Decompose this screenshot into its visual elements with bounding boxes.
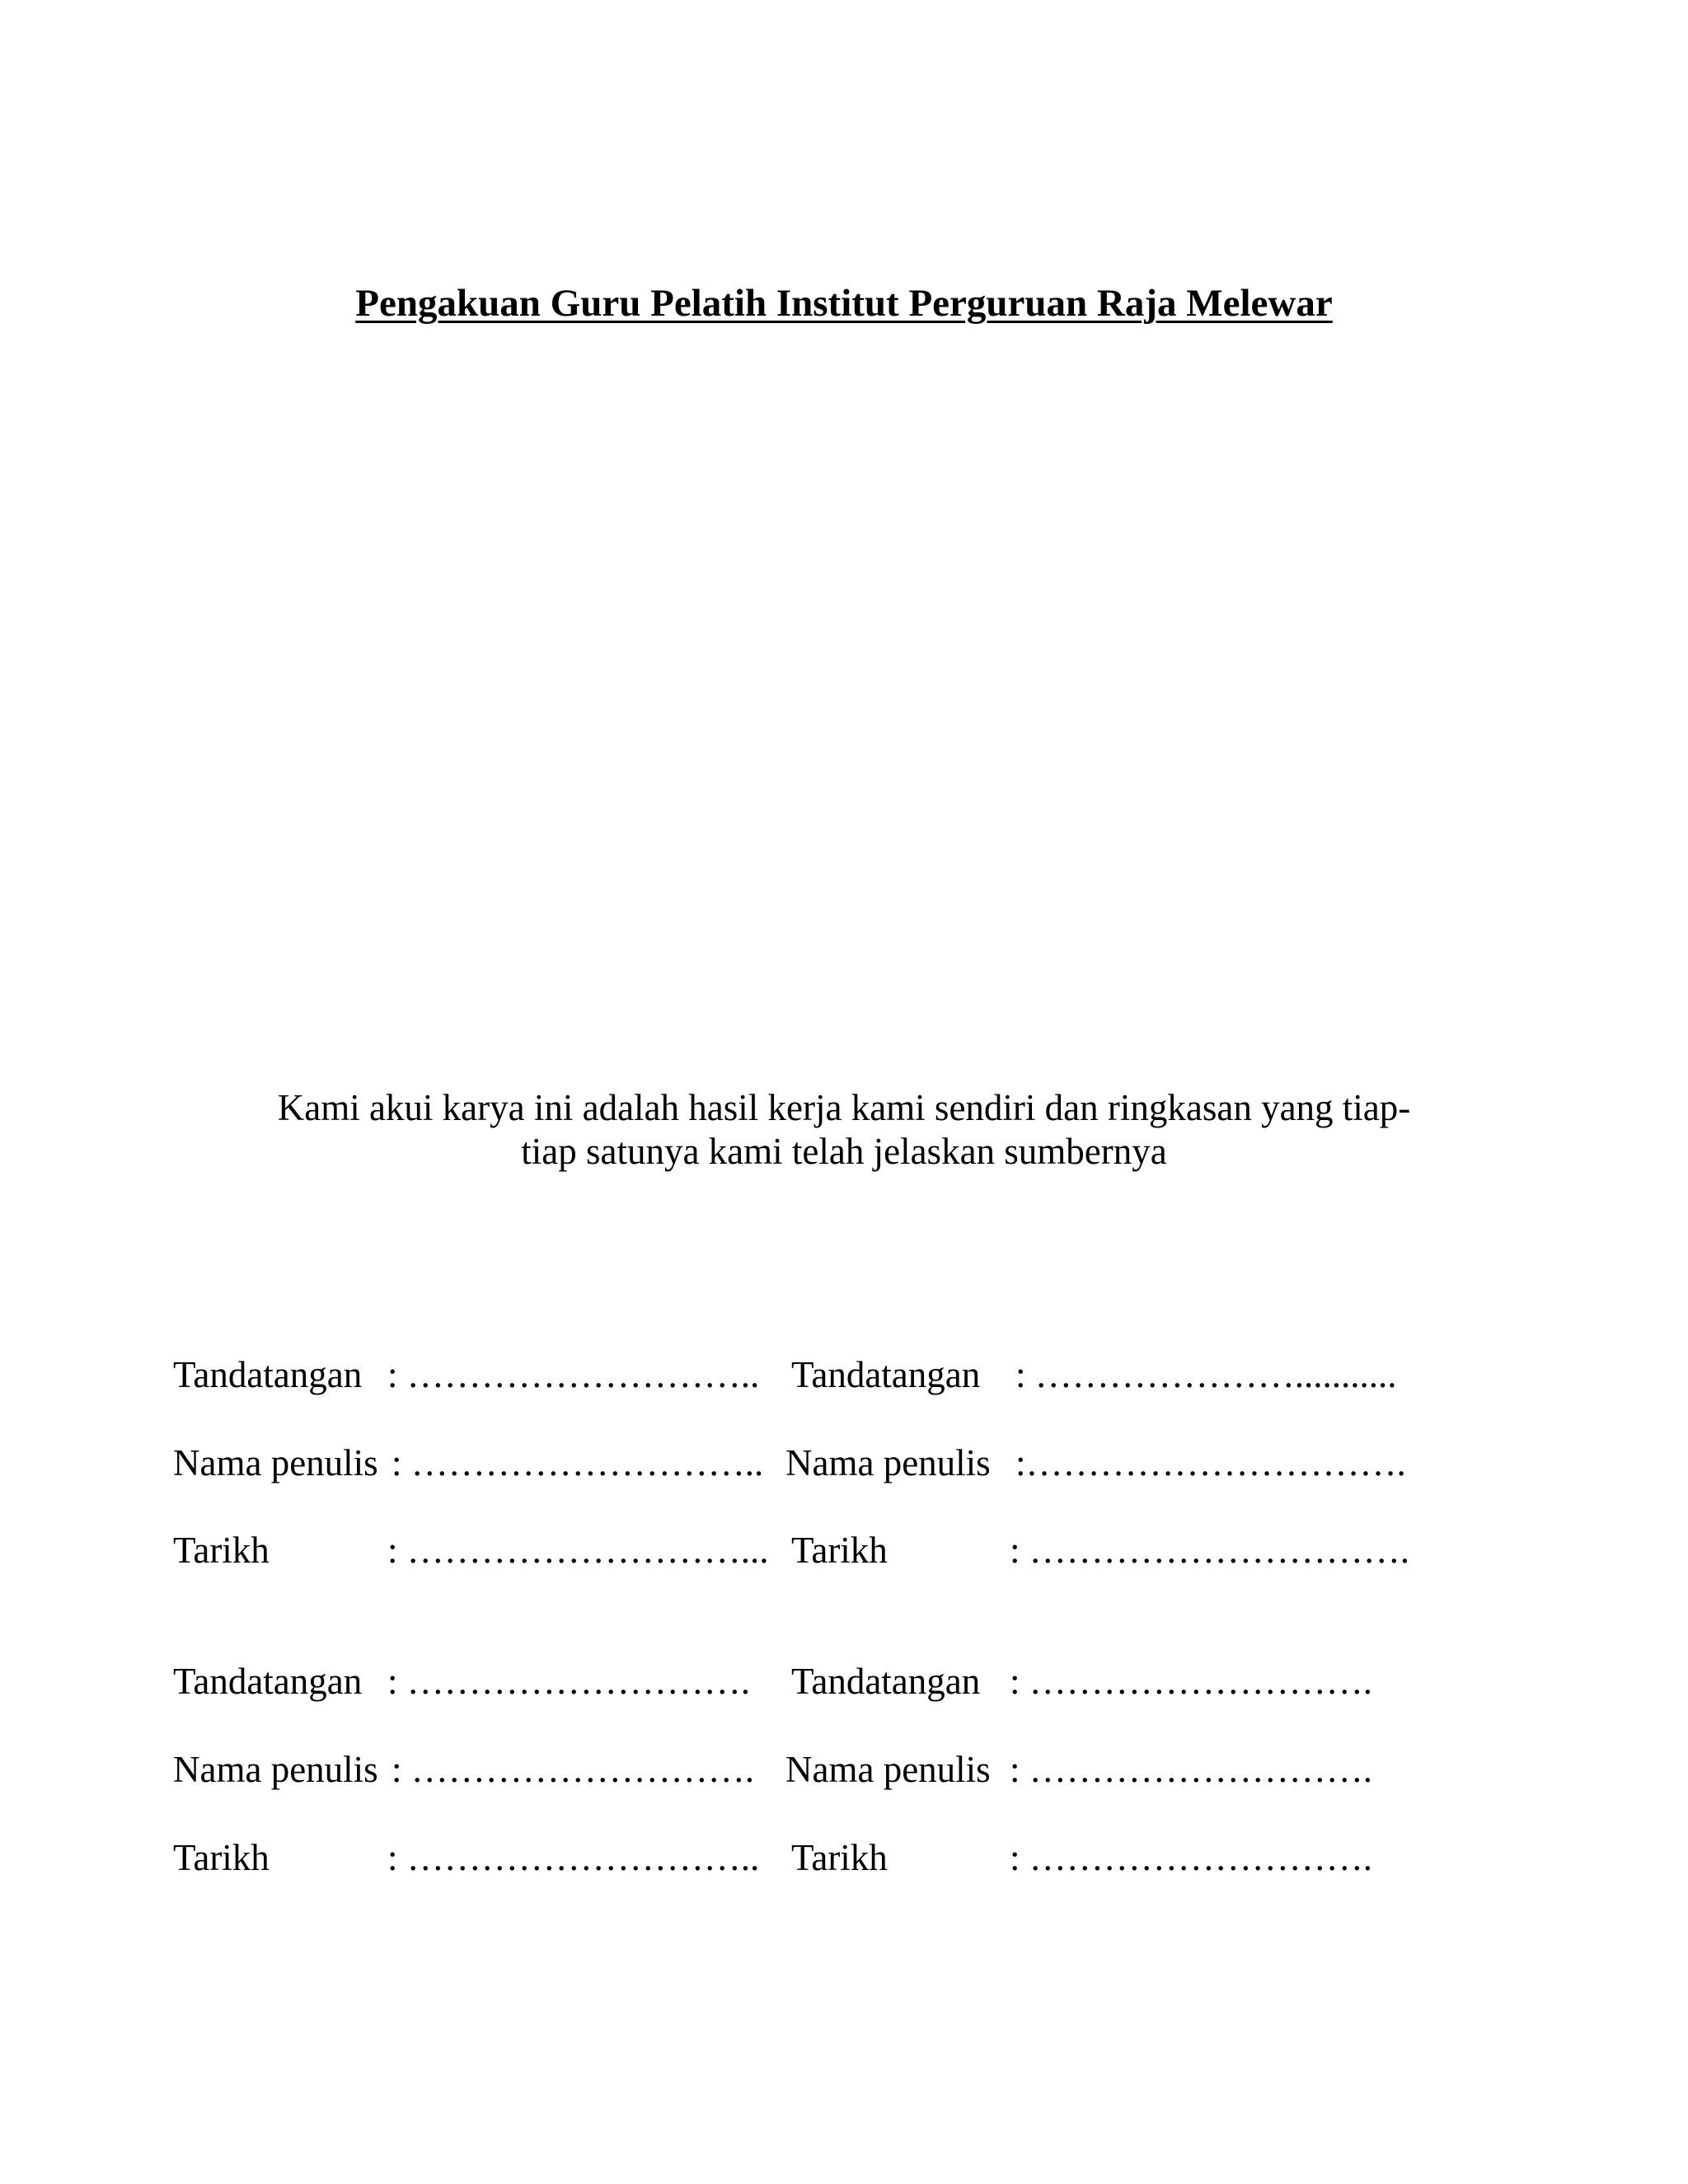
date-label-2: Tarikh [791, 1530, 888, 1571]
signature-field-2: : …………………........... [1015, 1354, 1397, 1395]
writer-name-label-3: Nama penulis [173, 1749, 378, 1790]
statement-line-1: Kami akui karya ini adalah hasil kerja kami sendiri dan ringkasan yang tiap- [277, 1087, 1411, 1128]
writer-name-label-1: Nama penulis [173, 1442, 378, 1483]
date-field-2: : …………………………. [1010, 1530, 1410, 1571]
date-field-1: : ………………………... [387, 1530, 769, 1571]
date-label-4: Tarikh [791, 1837, 888, 1878]
declaration-statement [0, 1086, 1688, 1174]
writer-name-field-2: :…………………………. [1015, 1442, 1406, 1483]
date-field-3: : ……………………….. [387, 1837, 760, 1878]
date-field-4: : ………………………. [1010, 1837, 1373, 1878]
writer-name-label-2: Nama penulis [785, 1442, 991, 1483]
page-title: Pengakuan Guru Pelatih Institut Perguruan Raja Melewar [355, 282, 1333, 325]
statement-line-2: tiap satunya kami telah jelaskan sumbernya [521, 1131, 1167, 1172]
writer-name-field-3: : ………………………. [392, 1749, 755, 1790]
signature-field-4: : ………………………. [1010, 1661, 1373, 1702]
signature-label-3: Tandatangan [173, 1661, 363, 1702]
writer-name-field-4: : ………………………. [1010, 1749, 1373, 1790]
writer-name-field-1: : ……………………….. [392, 1442, 764, 1483]
signature-label-2: Tandatangan [791, 1354, 981, 1395]
signature-label-4: Tandatangan [791, 1661, 981, 1702]
date-label-3: Tarikh [173, 1837, 270, 1878]
date-label-1: Tarikh [173, 1530, 270, 1571]
signature-label-1: Tandatangan [173, 1354, 363, 1395]
signature-field-1: : ……………………….. [387, 1354, 760, 1395]
signature-field-3: : ………………………. [387, 1661, 751, 1702]
writer-name-label-4: Nama penulis [785, 1749, 991, 1790]
